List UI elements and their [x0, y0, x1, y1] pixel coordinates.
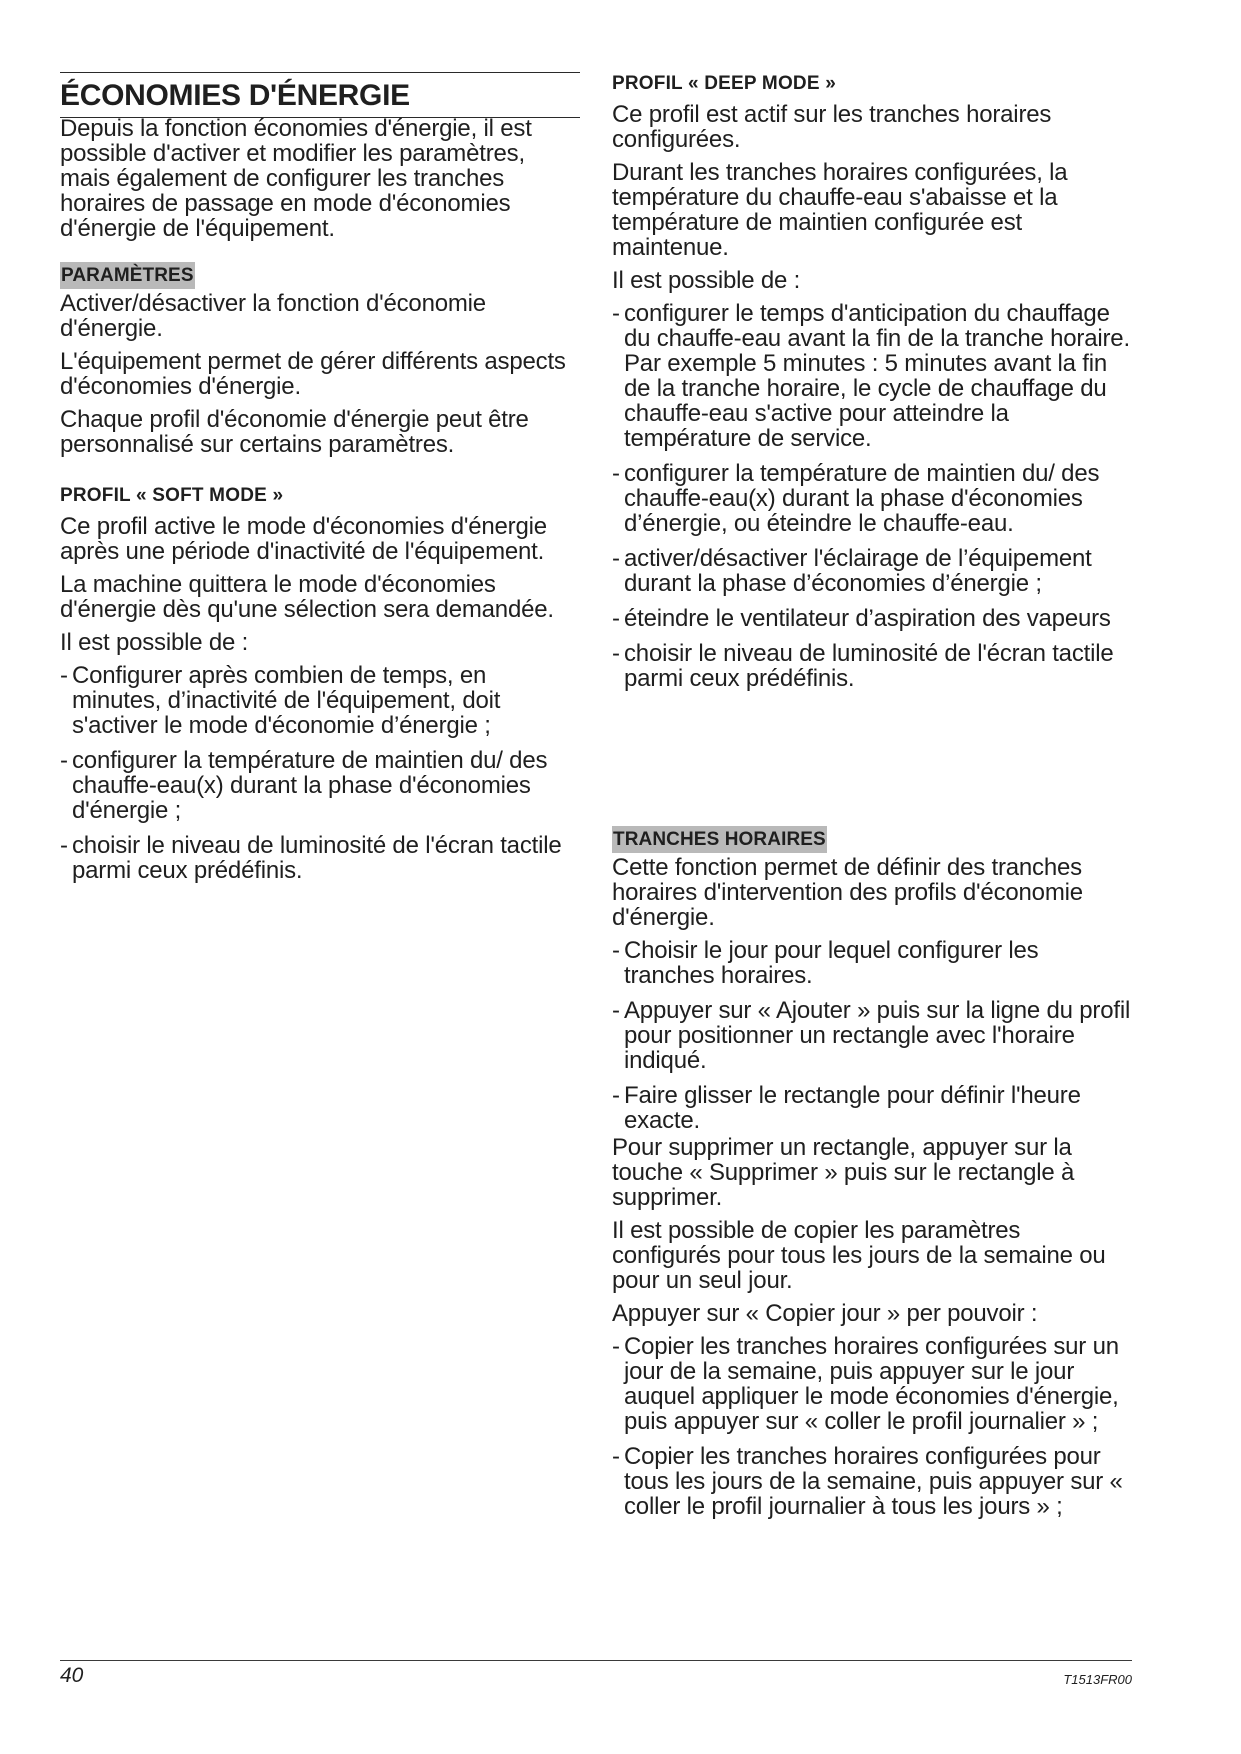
parametres-paragraph: Chaque profil d'économie d'énergie peut être personnalisé sur certains paramètres. [60, 406, 529, 458]
parametres-heading: PARAMÈTRES [60, 262, 195, 289]
list-item-text: choisir le niveau de luminosité de l'écran tactile parmi ceux prédéfinis. [624, 640, 1114, 692]
soft-mode-section [60, 484, 580, 893]
list-item: - configurer le temps d'anticipation du chauffage du chauffe-eau avant la fin de la tranche horaire. Par exemple 5 minutes : 5 minutes avant la fin de la tranche horaire, le cycle de chauffage du chauffe-eau s'active pour atteindre la température de service. [612, 301, 1132, 451]
page-number: 40 [60, 1664, 84, 1687]
list-item: - activer/désactiver l'éclairage de l’équipement durant la phase d’économies d’énergie ; [612, 546, 1132, 596]
list-item-text: Copier les tranches horaires configurées pour tous les jours de la semaine, puis appuyer sur « coller le profil journalier à tous les jours » ; [624, 1443, 1123, 1520]
title-block [60, 72, 580, 118]
list-item: - Appuyer sur « Ajouter » puis sur la ligne du profil pour positionner un rectangle avec l'horaire indiqué. [612, 997, 1131, 1074]
list-item: - Choisir le jour pour lequel configurer les tranches horaires. [612, 938, 1132, 988]
tranches-section [612, 826, 1132, 1529]
list-item: - Configurer après combien de temps, en minutes, d’inactivité de l'équipement, doit s'activer le mode d'économie d’énergie ; [60, 663, 580, 738]
list-item-text: éteindre le ventilateur d’aspiration des vapeurs [624, 605, 1111, 632]
list-item: - choisir le niveau de luminosité de l'écran tactile parmi ceux prédéfinis. [612, 641, 1132, 691]
list-item: - configurer la température de maintien du/ des chauffe-eau(x) durant la phase d'économies d'énergie ; [60, 748, 580, 823]
example-text: Par exemple 5 minutes : 5 minutes avant la fin de la tranche horaire, le cycle de chauffage du chauffe-eau s'active pour atteindre la température de service. [624, 350, 1108, 452]
list-item: - Faire glisser le rectangle pour définir l'heure exacte. [612, 1083, 1132, 1133]
tranches-heading: TRANCHES HORAIRES [612, 826, 827, 853]
page-title: ÉCONOMIES D'ÉNERGIE [60, 73, 580, 118]
parametres-section [60, 262, 580, 465]
soft-mode-list [60, 663, 580, 883]
tranches-paragraph: Il est possible de copier les paramètres configurés pour tous les jours de la semaine ou pour un seul jour. [612, 1217, 1106, 1294]
list-item-text: choisir le niveau de luminosité de l'écran tactile parmi ceux prédéfinis. [72, 832, 562, 884]
parametres-paragraph: Activer/désactiver la fonction d'économie d'énergie. [60, 290, 486, 342]
soft-mode-paragraph: La machine quittera le mode d'économies d'énergie dès qu'une sélection sera demandée. [60, 571, 554, 623]
list-item-text: Copier les tranches horaires configurées sur un jour de la semaine, puis appuyer sur le jour auquel appliquer le mode économies d'énergie, puis appuyer sur « coller le profil journalier » ; [624, 1333, 1119, 1435]
list-item-text: configurer la température de maintien du/ des chauffe-eau(x) durant la phase d'économies d'énergie ; [72, 747, 548, 824]
parametres-paragraph: L'équipement permet de gérer différents aspects d'économies d'énergie. [60, 348, 566, 400]
list-item: - Copier les tranches horaires configurées sur un jour de la semaine, puis appuyer sur le jour auquel appliquer le mode économies d'énergie, puis appuyer sur « coller le profil journalier » ; [612, 1334, 1132, 1434]
list-item: - configurer la température de maintien du/ des chauffe-eau(x) durant la phase d'économies d’énergie, ou éteindre le chauffe-eau. [612, 461, 1132, 536]
list-item: - éteindre le ventilateur d’aspiration des vapeurs [612, 606, 1132, 631]
deep-mode-paragraph: Il est possible de : [612, 267, 801, 294]
soft-mode-paragraph: Ce profil active le mode d'économies d'énergie après une période d'inactivité de l'équipement. [60, 513, 547, 565]
soft-mode-heading: PROFIL « SOFT MODE » [60, 485, 284, 506]
list-item: - Copier les tranches horaires configurées pour tous les jours de la semaine, puis appuyer sur « coller le profil journalier à tous les jours » ; [612, 1444, 1132, 1519]
copy-list [612, 1334, 1132, 1519]
soft-mode-paragraph: Il est possible de : [60, 629, 249, 656]
deep-mode-section [612, 72, 1132, 701]
deep-mode-paragraph: Durant les tranches horaires configurées, la température du chauffe-eau s'abaisse et la température de maintien configurée est maintenue. [612, 159, 1068, 261]
list-item-text: Configurer après combien de temps, en minutes, d’inactivité de l'équipement, doit s'activer le mode d'économie d’énergie ; [72, 662, 501, 739]
intro-paragraph: Depuis la fonction économies d'énergie, il est possible d'activer et modifier les paramètres, mais également de configurer les tranches horaires de passage en mode d'économies d'énergie de l'équipement. [60, 115, 532, 242]
tranches-paragraph: Appuyer sur « Copier jour » per pouvoir : [612, 1300, 1038, 1327]
tranches-intro: Cette fonction permet de définir des tranches horaires d'intervention des profils d'économie d'énergie. [612, 854, 1083, 931]
list-item-text: Appuyer sur « Ajouter » puis sur la ligne du profil pour positionner un rectangle avec l'horaire indiqué. [624, 997, 1131, 1074]
deep-mode-list [612, 301, 1132, 691]
footer-rule [60, 1660, 1132, 1661]
list-item-text: configurer la température de maintien du/ des chauffe-eau(x) durant la phase d'économies d’énergie, ou éteindre le chauffe-eau. [624, 460, 1100, 537]
list-item-text: configurer le temps d'anticipation du chauffage du chauffe-eau avant la fin de la tranche horaire. [624, 300, 1130, 352]
deep-mode-paragraph: Ce profil est actif sur les tranches horaires configurées. [612, 101, 1052, 153]
document-code: T1513FR00 [1063, 1672, 1132, 1687]
deep-mode-heading: PROFIL « DEEP MODE » [612, 73, 836, 94]
tranches-list [612, 938, 1132, 1133]
list-item-text: Choisir le jour pour lequel configurer les tranches horaires. [624, 937, 1039, 989]
tranches-paragraph: Pour supprimer un rectangle, appuyer sur la touche « Supprimer » puis sur le rectangle à supprimer. [612, 1134, 1075, 1211]
list-item-text: activer/désactiver l'éclairage de l’équipement durant la phase d’économies d’énergie ; [624, 545, 1092, 597]
list-item: - choisir le niveau de luminosité de l'écran tactile parmi ceux prédéfinis. [60, 833, 580, 883]
list-item-text: Faire glisser le rectangle pour définir l'heure exacte. [624, 1082, 1081, 1134]
